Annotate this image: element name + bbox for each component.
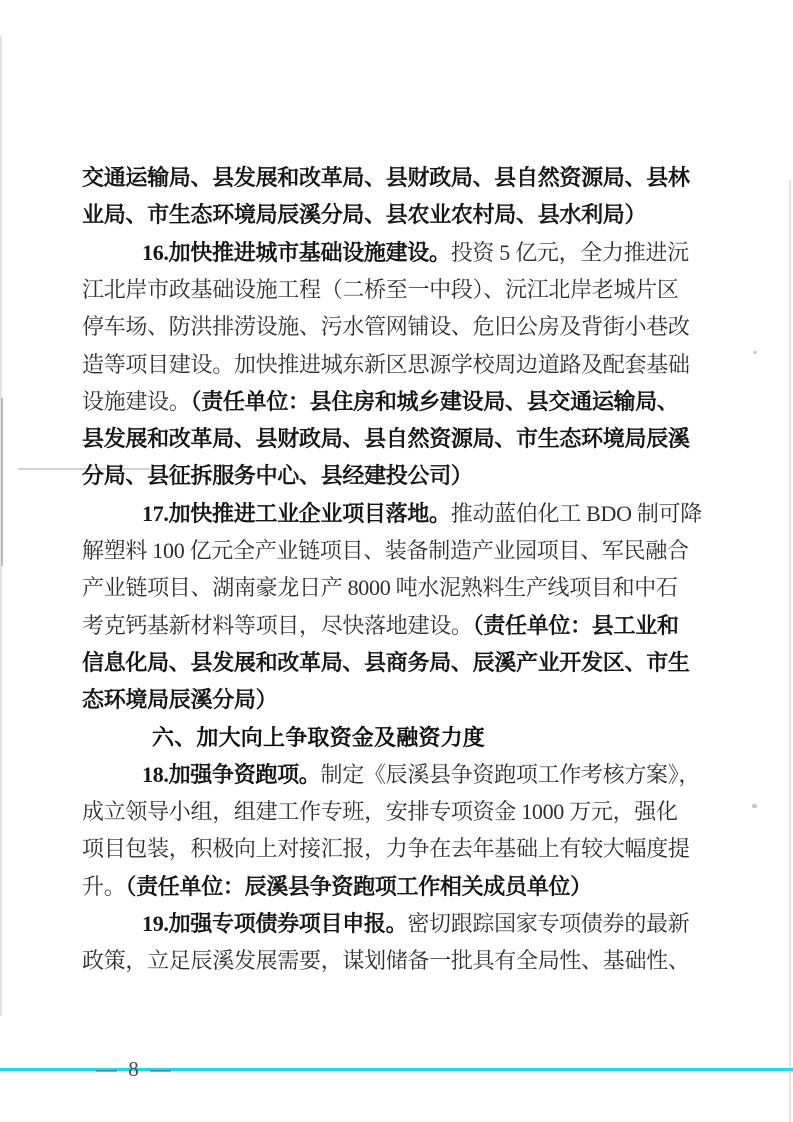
text-line bbox=[82, 163, 690, 193]
text-segment: 产业链项目、湖南豪龙日产 8000 吨水泥熟料生产线项目和中石 bbox=[82, 575, 678, 601]
text-segment: 江北岸市政基础设施工程（二桥至一中段）、沅江北岸老城片区 bbox=[82, 276, 679, 302]
text-segment: 解塑料 100 亿元全产业链项目、装备制造产业园项目、军民融合 bbox=[82, 538, 689, 563]
text-segment: 信息化局、县发展和改革局、县商务局、辰溪产业开发区、市生 bbox=[82, 649, 690, 675]
text-segment: 密切跟踪国家专项债券的最新 bbox=[407, 911, 690, 936]
scan-speck bbox=[753, 351, 757, 354]
text-line bbox=[82, 461, 473, 491]
text-line bbox=[82, 834, 690, 864]
text-segment: 成立领导小组，组建工作专班，安排专项资金 1000 万元，强化 bbox=[82, 799, 678, 825]
text-line bbox=[82, 238, 689, 268]
text-line bbox=[82, 200, 646, 230]
text-line bbox=[82, 872, 592, 902]
text-segment: 态环境局辰溪分局） bbox=[82, 687, 278, 713]
text-line bbox=[82, 536, 689, 566]
text-line bbox=[82, 499, 702, 529]
text-line bbox=[82, 723, 485, 753]
text-line bbox=[82, 946, 690, 976]
text-segment: 项目包装，积极向上对接汇报，力争在去年基础上有较大幅度提 bbox=[82, 836, 690, 862]
text-segment: 造等项目建设。加快推进城东新区思源学校周边道路及配套基础 bbox=[82, 351, 690, 377]
text-segment: 分局、县征拆服务中心、县经建投公司） bbox=[82, 463, 473, 489]
text-line bbox=[82, 275, 679, 305]
text-segment: （责任单位：县工业和 bbox=[472, 612, 679, 638]
text-segment: 六、加大向上争取资金及融资力度 bbox=[152, 724, 486, 750]
scan-edge-right bbox=[789, 180, 791, 1122]
text-segment: 推动蓝伯化工 BDO 制可降 bbox=[450, 500, 702, 526]
text-segment: 升。 bbox=[82, 873, 126, 899]
text-segment: 16.加快推进城市基础设施建设。 bbox=[142, 239, 451, 265]
text-segment: （责任单位：辰溪县争资跑项工作相关成员单位） bbox=[125, 873, 592, 899]
text-segment: 19.加强专项债券项目申报。 bbox=[142, 911, 408, 936]
text-segment: 业局、市生态环境局辰溪分局、县农业农村局、县水利局） bbox=[82, 202, 647, 228]
text-segment: 17.加快推进工业企业项目落地。 bbox=[142, 500, 451, 526]
text-segment: （责任单位：县住房和城乡建设局、县交通运输局、 bbox=[190, 388, 679, 414]
text-line bbox=[82, 350, 690, 380]
scan-speck bbox=[752, 804, 757, 808]
text-line bbox=[82, 611, 679, 641]
text-line bbox=[82, 424, 690, 454]
text-line bbox=[82, 648, 690, 678]
page-number: — 8 — bbox=[96, 1057, 174, 1081]
text-segment: 投资 5 亿元，全力推进沅 bbox=[450, 239, 689, 265]
text-line bbox=[82, 573, 678, 603]
text-line bbox=[82, 312, 690, 342]
text-line bbox=[82, 760, 700, 790]
text-line bbox=[82, 797, 678, 827]
text-segment: 18.加强争资跑项。 bbox=[142, 761, 321, 787]
text-segment: 县发展和改革局、县财政局、县自然资源局、市生态环境局辰溪 bbox=[82, 426, 690, 452]
scan-edge-left-dark bbox=[1, 398, 3, 566]
text-segment: 政策，立足辰溪发展需要，谋划储备一批具有全局性、基础性、 bbox=[82, 948, 690, 974]
text-segment: 制定《辰溪县争资跑项工作考核方案》， bbox=[320, 761, 701, 787]
text-line bbox=[82, 387, 679, 417]
text-line bbox=[82, 909, 689, 939]
text-segment: 设施建设。 bbox=[82, 388, 191, 414]
text-segment: 考克钙基新材料等项目，尽快落地建设。 bbox=[82, 612, 473, 638]
text-line bbox=[82, 685, 277, 715]
text-segment: 交通运输局、县发展和改革局、县财政局、县自然资源局、县林 bbox=[82, 165, 690, 190]
text-segment: 停车场、防洪排涝设施、污水管网铺设、危旧公房及背街小巷改 bbox=[82, 314, 690, 340]
